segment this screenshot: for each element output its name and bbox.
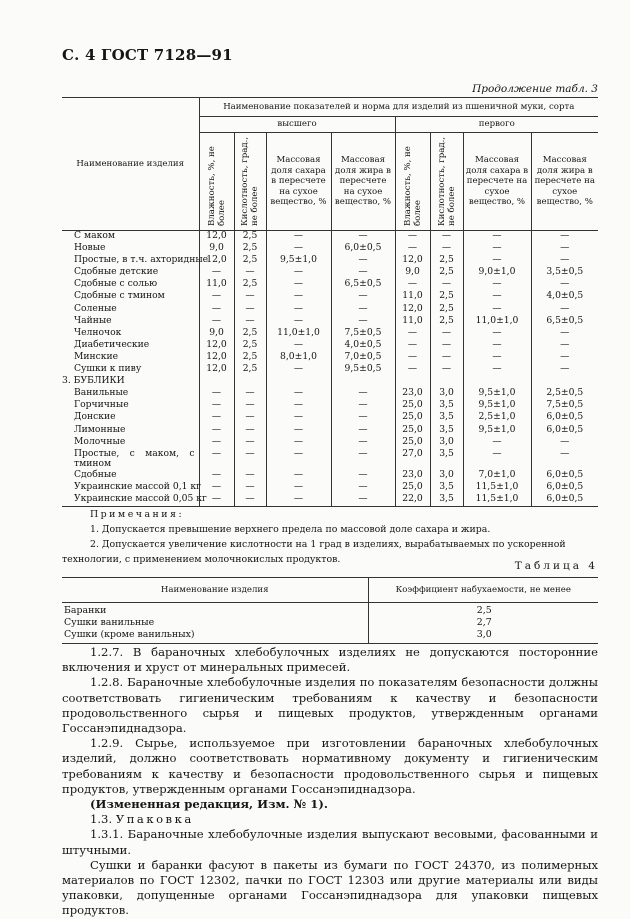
row-value: —	[531, 231, 598, 244]
row-value: 2,5	[430, 267, 463, 279]
row-value: —	[266, 449, 331, 470]
row-value: 7,0±0,5	[331, 352, 395, 364]
row-name: Молочные	[74, 435, 126, 447]
row-value: —	[531, 352, 598, 364]
row-value: —	[331, 304, 395, 316]
row-name: Украинские массой 0,05 кг	[62, 494, 199, 507]
paragraph-1-2-9: 1.2.9. Сырье, используемое при изготовлении бараночных хлебобулочных изделий, должно соответствовать нормативному документу и гигиеническим требованиям к качеству и безопасности продовольственного сырья и пищевых продуктов, утвержденным органами Госсанэпиднадзора.	[62, 736, 598, 796]
row-value: 12,0	[395, 304, 430, 316]
table-row	[62, 352, 598, 364]
paragraph-1-2-8: 1.2.8. Бараночные хлебобулочные изделия по показателям безопасности должны соответствовать гигиеническим требованиям к качеству и безопасности продовольственного сырья и пищевых продуктов, утвержденным органами Госсанэпиднадзора.	[62, 675, 598, 736]
row-value: 6,0±0,5	[531, 412, 598, 424]
row-value: —	[266, 470, 331, 482]
row-value: —	[234, 494, 266, 507]
row-value: —	[266, 400, 331, 412]
row-value: 3,5	[430, 400, 463, 412]
row-value: —	[463, 304, 531, 316]
row-value: —	[395, 243, 430, 255]
row-value: 2,5	[234, 340, 266, 352]
col-header-sugar-1: Массовая доля сахара в пересчете на сухое вещество, %	[266, 133, 331, 231]
row-value: —	[199, 388, 234, 400]
row-value: —	[463, 231, 531, 244]
table-row	[62, 449, 598, 470]
row-value: 3,5	[430, 494, 463, 507]
row-value: 11,0	[395, 291, 430, 303]
note-1: 1. Допускается превышение верхнего предела по массовой доле сахара и жира.	[90, 524, 491, 535]
row-value: 22,0	[395, 494, 430, 507]
col-header-moisture-2: Влажность, %, не более	[402, 145, 423, 226]
row-value: —	[234, 304, 266, 316]
table-4	[62, 577, 598, 644]
row-value: —	[266, 425, 331, 437]
row-value: 7,5±0,5	[531, 400, 598, 412]
row-value: 4,0±0,5	[331, 340, 395, 352]
table-continuation-label: Продолжение табл. 3	[472, 83, 598, 95]
paragraph-packaging: Сушки и баранки фасуют в пакеты из бумаги по ГОСТ 24370, из полимерных материалов по ГОСТ 12302, пачки по ГОСТ 12303 или другие материалы или виды упаковки, допущенные органами Госсанэпиднадзора для упаковки пищевых продуктов.	[62, 857, 598, 918]
row-value: —	[395, 231, 430, 244]
row-value: —	[531, 255, 598, 267]
t4-cell-value: 3,0	[368, 629, 598, 644]
row-value: 2,5	[430, 255, 463, 267]
row-name: Лимонные	[74, 423, 126, 435]
row-name: Ванильные	[74, 387, 129, 399]
row-value: —	[199, 316, 234, 328]
paragraph-1-2-7: 1.2.7. В бараночных хлебобулочных изделиях не допускаются посторонние включения и хруст от минеральных примесей.	[62, 645, 598, 675]
page-header: С. 4 ГОСТ 7128—91	[62, 46, 233, 64]
body-text	[62, 645, 598, 919]
table-row	[62, 340, 598, 352]
row-value: 23,0	[395, 388, 430, 400]
table-row	[62, 617, 598, 629]
row-value: —	[234, 316, 266, 328]
row-value: —	[234, 449, 266, 470]
row-value: —	[234, 400, 266, 412]
row-value: 8,0±1,0	[266, 352, 331, 364]
row-value: 2,5	[234, 231, 266, 244]
row-value: —	[199, 400, 234, 412]
table-row	[62, 364, 598, 376]
row-value: 12,0	[199, 340, 234, 352]
row-value: —	[395, 340, 430, 352]
row-value: —	[331, 231, 395, 244]
row-value: —	[266, 291, 331, 303]
row-value: —	[430, 243, 463, 255]
row-value: —	[234, 482, 266, 494]
col-header-acidity-1: Кислотность, град., не более	[240, 136, 260, 226]
table-row	[62, 412, 598, 424]
row-name: Простые, в т.ч. ахторидные	[74, 254, 209, 266]
row-value: —	[531, 328, 598, 340]
row-value: —	[199, 291, 234, 303]
row-value: —	[266, 243, 331, 255]
row-value: 12,0	[199, 255, 234, 267]
table-3-body	[62, 231, 598, 507]
row-value: —	[395, 328, 430, 340]
row-value: —	[234, 388, 266, 400]
table-row	[62, 388, 598, 400]
col-header-group: Наименование показателей и норма для изделий из пшеничной муки, сорта	[199, 98, 598, 117]
row-value: 6,0±0,5	[531, 482, 598, 494]
table-row	[62, 400, 598, 412]
row-value: —	[395, 279, 430, 291]
row-value: —	[234, 470, 266, 482]
row-value: 2,5	[430, 291, 463, 303]
row-value: 6,0±0,5	[531, 470, 598, 482]
row-value: —	[331, 482, 395, 494]
row-value: —	[331, 494, 395, 507]
table-row	[62, 316, 598, 328]
table-row	[62, 603, 598, 618]
table-4-caption: Таблица 4	[514, 560, 598, 572]
row-value: —	[531, 340, 598, 352]
row-name: С маком	[74, 230, 115, 241]
row-name: Горчичные	[74, 399, 129, 411]
row-value: —	[531, 243, 598, 255]
row-value: 6,5±0,5	[531, 316, 598, 328]
row-value: —	[266, 231, 331, 244]
row-value: —	[463, 255, 531, 267]
row-value: —	[331, 400, 395, 412]
row-value: 11,0	[395, 316, 430, 328]
row-value: —	[199, 494, 234, 507]
row-value: —	[199, 412, 234, 424]
row-value: 4,0±0,5	[531, 291, 598, 303]
row-value: —	[234, 412, 266, 424]
t4-cell-name: Сушки (кроме ванильных)	[64, 629, 195, 640]
row-value: 9,0±1,0	[463, 267, 531, 279]
row-value: 3,0	[430, 470, 463, 482]
row-name: Новые	[74, 242, 106, 254]
col-header-grade-1: высшего	[199, 117, 395, 133]
t4-col-header-name: Наименование изделия	[62, 578, 368, 603]
row-value: 2,5	[234, 255, 266, 267]
section-number: 1.3.	[90, 812, 113, 827]
row-value: 25,0	[395, 412, 430, 424]
col-header-fat-1: Массовая доля жира в пересчете на сухое вещество, %	[331, 133, 395, 231]
col-header-grade-2: первого	[395, 117, 598, 133]
row-value: 25,0	[395, 400, 430, 412]
row-name: Минские	[74, 350, 119, 362]
table-3	[62, 97, 598, 507]
edition-note: (Измененная редакция, Изм. № 1).	[90, 797, 328, 812]
row-value: —	[463, 364, 531, 376]
row-value: —	[199, 470, 234, 482]
row-value: —	[266, 304, 331, 316]
row-value: 25,0	[395, 482, 430, 494]
row-value: —	[331, 291, 395, 303]
row-name: Украинские массой 0,1 кг	[74, 480, 201, 492]
col-header-acidity-2: Кислотность, град., не более	[436, 136, 457, 226]
table-row	[62, 304, 598, 316]
row-value: —	[199, 437, 234, 449]
row-value: —	[331, 470, 395, 482]
row-value: 6,0±0,5	[531, 425, 598, 437]
row-value: 6,5±0,5	[331, 279, 395, 291]
row-value: —	[463, 352, 531, 364]
col-header-sugar-2: Массовая доля сахара в пересчете на сухое вещество, %	[463, 133, 531, 231]
row-value: 12,0	[199, 364, 234, 376]
t4-cell-name: Сушки ванильные	[64, 617, 155, 628]
row-value: 7,0±1,0	[463, 470, 531, 482]
row-value: —	[531, 304, 598, 316]
row-value: 12,0	[395, 255, 430, 267]
row-value: —	[463, 243, 531, 255]
row-value: 2,5±1,0	[463, 412, 531, 424]
row-value: —	[463, 449, 531, 470]
row-value: 3,5	[430, 449, 463, 470]
row-value: 12,0	[199, 231, 234, 244]
row-value: —	[234, 437, 266, 449]
row-name: Сдобные	[74, 468, 117, 480]
row-value: —	[531, 449, 598, 470]
row-value: —	[199, 482, 234, 494]
row-value: 11,5±1,0	[463, 494, 531, 507]
row-value: 2,5	[430, 316, 463, 328]
row-value: —	[199, 425, 234, 437]
table-row	[62, 629, 598, 644]
row-value: —	[430, 231, 463, 244]
row-name: Сдобные детские	[74, 266, 159, 278]
table-row	[62, 231, 598, 244]
row-value: 9,5±1,0	[463, 425, 531, 437]
row-value: —	[234, 291, 266, 303]
row-value: 3,5±0,5	[531, 267, 598, 279]
row-name: Соленые	[74, 302, 117, 314]
row-value: 2,5	[234, 364, 266, 376]
row-value: 3,0	[430, 388, 463, 400]
row-value: —	[331, 255, 395, 267]
row-value: —	[266, 412, 331, 424]
row-value: —	[199, 267, 234, 279]
row-value: —	[234, 425, 266, 437]
row-value: —	[331, 437, 395, 449]
row-value: 7,5±0,5	[331, 328, 395, 340]
row-value: —	[199, 449, 234, 470]
row-value: 6,0±0,5	[331, 243, 395, 255]
row-value: 2,5	[234, 279, 266, 291]
row-value: —	[266, 437, 331, 449]
row-value: —	[463, 291, 531, 303]
notes-title: Примечания:	[90, 509, 185, 520]
row-value: 23,0	[395, 470, 430, 482]
table-row	[62, 437, 598, 449]
row-value: —	[430, 352, 463, 364]
row-value: —	[266, 267, 331, 279]
col-header-moisture-1: Влажность, %, не более	[206, 145, 227, 226]
row-value: 11,0	[199, 279, 234, 291]
col-header-name: Наименование изделия	[62, 98, 199, 231]
row-value: 27,0	[395, 449, 430, 470]
row-value: 12,0	[199, 352, 234, 364]
row-value: 11,0±1,0	[463, 316, 531, 328]
row-value: —	[430, 328, 463, 340]
row-name: Челночок	[74, 326, 122, 338]
row-value: 3,0	[430, 437, 463, 449]
row-value: 11,5±1,0	[463, 482, 531, 494]
row-value: —	[266, 279, 331, 291]
row-name: Донские	[74, 411, 116, 423]
row-name: Сдобные с тмином	[74, 290, 165, 302]
row-value: —	[430, 364, 463, 376]
row-value: —	[331, 388, 395, 400]
table-row	[62, 425, 598, 437]
row-value: —	[531, 364, 598, 376]
row-value: 2,5	[234, 243, 266, 255]
row-value: 3,5	[430, 412, 463, 424]
row-value: 9,0	[199, 243, 234, 255]
row-value: —	[266, 388, 331, 400]
row-value: —	[234, 267, 266, 279]
row-value: —	[395, 364, 430, 376]
row-value: —	[463, 340, 531, 352]
row-value: —	[531, 437, 598, 449]
t4-cell-value: 2,7	[368, 617, 598, 629]
row-value: —	[430, 279, 463, 291]
row-value: 9,0	[199, 328, 234, 340]
row-value: —	[331, 449, 395, 470]
row-value: —	[331, 316, 395, 328]
table-notes	[62, 507, 598, 567]
section-label: 3. БУБЛИКИ	[62, 375, 125, 387]
row-value: 25,0	[395, 437, 430, 449]
row-value: 9,0	[395, 267, 430, 279]
row-value: 9,5±1,0	[463, 388, 531, 400]
row-value: 6,0±0,5	[531, 494, 598, 507]
row-value: 11,0±1,0	[266, 328, 331, 340]
section-title: Упаковка	[115, 812, 194, 827]
row-value: —	[266, 482, 331, 494]
row-name: Чайные	[74, 314, 112, 326]
row-value: 3,5	[430, 425, 463, 437]
row-value: 2,5	[430, 304, 463, 316]
row-value: —	[266, 364, 331, 376]
row-value: —	[430, 340, 463, 352]
row-value: 25,0	[395, 425, 430, 437]
paragraph-1-3-1: 1.3.1. Бараночные хлебобулочные изделия выпускают весовыми, фасованными и штучными.	[62, 827, 598, 857]
row-value: —	[266, 316, 331, 328]
row-value: —	[266, 340, 331, 352]
row-name: Сдобные с солью	[74, 278, 158, 290]
row-value: 2,5±0,5	[531, 388, 598, 400]
row-value: 2,5	[234, 352, 266, 364]
row-value: —	[463, 328, 531, 340]
t4-cell-value: 2,5	[368, 603, 598, 618]
row-value: 9,5±1,0	[266, 255, 331, 267]
row-value: —	[331, 425, 395, 437]
row-value: 9,5±0,5	[331, 364, 395, 376]
row-value: —	[331, 412, 395, 424]
row-value: —	[199, 304, 234, 316]
row-value: 3,5	[430, 482, 463, 494]
row-value: —	[395, 352, 430, 364]
row-value: —	[531, 279, 598, 291]
table-row	[62, 494, 598, 507]
row-value: 2,5	[234, 328, 266, 340]
t4-col-header-coef: Коэффициент набухаемости, не менее	[368, 578, 598, 603]
row-value: —	[331, 267, 395, 279]
row-value: —	[463, 437, 531, 449]
row-value: —	[463, 279, 531, 291]
section-row	[62, 376, 598, 388]
row-value: 9,5±1,0	[463, 400, 531, 412]
row-name: Диабетические	[74, 338, 150, 350]
table-row	[62, 291, 598, 303]
row-name: Простые, с маком, с тмином	[74, 447, 195, 470]
note-2: 2. Допускается увеличение кислотности на 1 град в изделиях, вырабатываемых по ускоренной технологии, с применением молочнокислых продуктов.	[62, 539, 566, 565]
row-name: Сушки к пиву	[74, 363, 142, 375]
col-header-fat-2: Массовая доля жира в пересчете на сухое вещество, %	[531, 133, 598, 231]
t4-cell-name: Баранки	[64, 605, 107, 616]
row-value: —	[266, 494, 331, 507]
